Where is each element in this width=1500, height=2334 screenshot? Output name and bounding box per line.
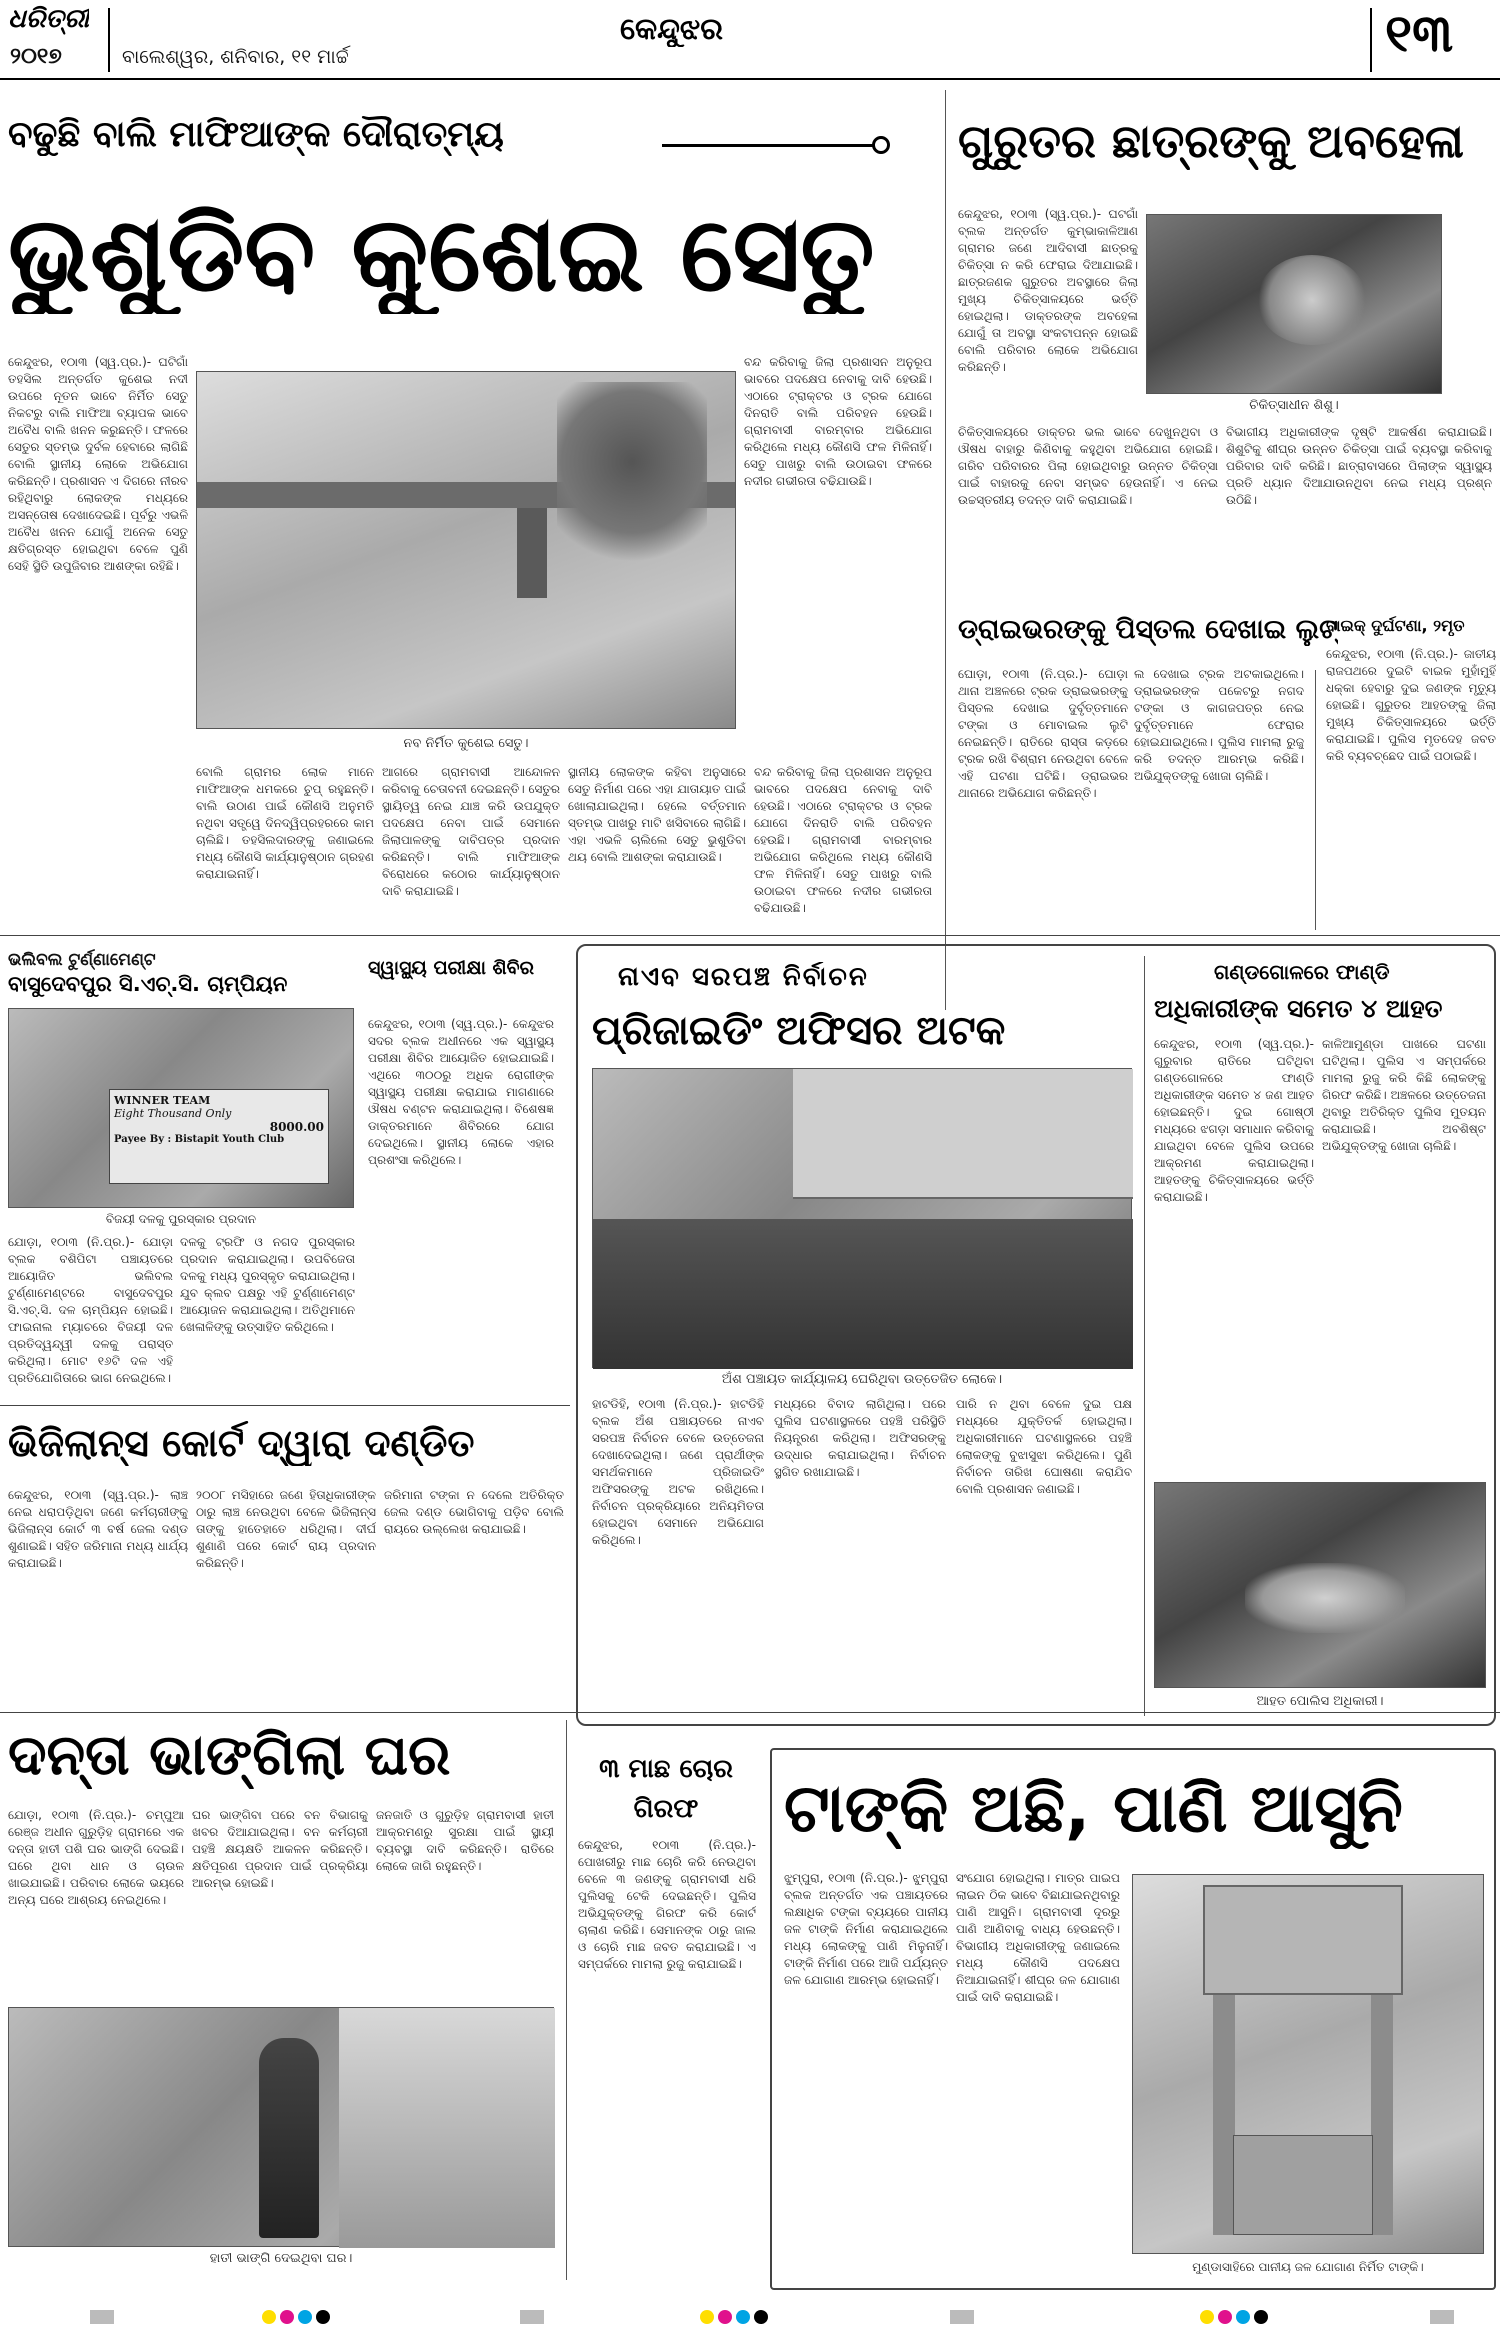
story-column: ଜରିମାନା ଟଙ୍କା ନ ଦେଲେ ଅତିରିକ୍ତ ଜେଲ ଦଣ୍ଡ ଭୋଗିବାକୁ ପଡ଼ିବ ବୋଲି ରାୟରେ ଉଲ୍ଲେଖ କରାଯାଇଛି। — [384, 1488, 564, 1536]
water-tank — [1203, 1885, 1403, 1995]
volleyball-caption: ବିଜୟୀ ଦଳକୁ ପୁରସ୍କାର ପ୍ରଦାନ — [105, 1212, 257, 1226]
story-accident — [1320, 544, 1500, 934]
story-kicker: ନାଏବ ସରପଞ୍ଚ ନିର୍ବାଚନ — [618, 962, 869, 992]
tank-pillar-left — [1213, 1995, 1235, 2235]
story-column: ଜନଜାତି ଓ ଗୁରୁଡ଼ିହ ଗ୍ରାମବାସୀ ହାତୀ ଆକ୍ରମଣରୁ ସୁରକ୍ଷା ପାଇଁ ସ୍ଥାୟୀ ବ୍ୟବସ୍ଥା ଦାବି କରିଛନ୍ତି। ରାତିରେ ଲୋକେ ଜାଗି ରହୁଛନ୍ତି। — [376, 1808, 554, 1873]
registration-dot-black — [754, 2310, 768, 2324]
story-column: ଘୋଡ଼ା, ୧୦ା୩ (ନି.ପ୍ର.)- ଘୋଡ଼ା ଥାନା ଅଞ୍ଚଳରେ ଟ୍ରକ ଡ୍ରାଇଭରଙ୍କୁ ପିସ୍ତଲ ଦେଖାଇ ଦୁର୍ବୃତ୍ତମାନେ ଟଙ୍କା ଓ ମୋବାଇଲ ଲୁଟି ନେଇଛନ୍ତି। ରାତିରେ ରାସ୍ତା କଡ଼ରେ ଟ୍ରକ ରଖି ବିଶ୍ରାମ ନେଉଥିବା ବେଳେ ଏହି ଘଟଣା ଘଟିଛି। ଡ୍ରାଇଭର ଥାନାରେ ଅଭିଯୋଗ କରିଛନ୍ତି। — [958, 667, 1128, 800]
bridge-caption: ନବ ନିର୍ମିତ କୁଶେଇ ସେତୁ। — [403, 736, 529, 751]
story-column: ପାରି ନ ଥିବା ବେଳେ ଦୁଇ ପକ୍ଷ ମଧ୍ୟରେ ଯୁକ୍ତିତର୍କ ହୋଇଥିଲା। ଅଧିକାରୀମାନେ ଘଟଣାସ୍ଥଳରେ ପହଞ୍ଚି ଲୋକଙ୍କୁ ବୁଝାସୁଝା କରିଥିଲେ। ପୁଣି ନିର୍ବାଚନ ତାରିଖ ଘୋଷଣା କରାଯିବ ବୋଲି ପ୍ରଶାସନ ଜଣାଇଛି। — [956, 1397, 1132, 1496]
clash-caption: ଆହତ ପୋଲିସ ଅଧିକାରୀ। — [1256, 1694, 1384, 1709]
election-box — [576, 944, 1496, 1726]
story-column: ବନ୍ଦ କରିବାକୁ ଜିଲା ପ୍ରଶାସନ ଅନୁରୂପ ଭାବରେ ପଦକ୍ଷେପ ନେବାକୁ ଦାବି ହେଉଛି। ଏଠାରେ ଟ୍ରାକ୍ଟର ଓ ଟ୍ରକ ଯୋଗେ ଦିନରାତି ବାଲି ପରିବହନ ହେଉଛି। ଗ୍ରାମବାସୀ ବାରମ୍ବାର ଅଭିଯୋଗ କରିଥିଲେ ମଧ୍ୟ କୌଣସି ଫଳ ମିଳିନାହିଁ। ସେତୁ ପାଖରୁ ବାଲି ଉଠାଇବା ଫଳରେ ନଦୀର ଗଭୀରତା ବଢିଯାଉଛି। — [754, 765, 932, 915]
registration-dot-cyan — [298, 2310, 312, 2324]
story-headline: ଟାଙ୍କି ଅଛି, ପାଣି ଆସୁନି — [784, 1770, 1403, 1847]
registration-bar — [1430, 2310, 1454, 2324]
section-rule — [0, 935, 1500, 936]
registration-dot-magenta — [280, 2310, 294, 2324]
clash-photo — [1154, 1482, 1486, 1688]
story-kicker: ବଢୁଛି ବାଲି ମାଫିଆଙ୍କ ଦୌରାତ୍ମ୍ୟ — [8, 114, 504, 155]
column-divider — [1315, 670, 1316, 930]
story-column: ଲ ଦେଖାଇ ଟ୍ରକ ଅଟକାଇଥିଲେ। ଡ୍ରାଇଭରଙ୍କ ପକେଟରୁ ନଗଦ ଟଙ୍କା ଓ କାଗଜପତ୍ର ନେଇ ଦୁର୍ବୃତ୍ତମାନେ ଫେରାର ହୋଇଯାଇଥିଲେ। ପୁଲିସ ମାମଲା ରୁଜୁ କରି ତଦନ୍ତ ଆରମ୍ଭ କରିଛି। ଅଭିଯୁକ୍ତଙ୍କୁ ଖୋଜା ଚାଲିଛି। — [1134, 667, 1304, 783]
page-number: ୧୩ — [1385, 4, 1453, 64]
election-photo — [592, 1068, 1132, 1368]
story-headline: ସ୍ୱାସ୍ଥ୍ୟ ପରୀକ୍ଷା ଶିବିର — [368, 957, 535, 979]
story-column: ବନ୍ଦ କରିବାକୁ ଜିଲା ପ୍ରଶାସନ ଅନୁରୂପ ଭାବରେ ପଦକ୍ଷେପ ନେବାକୁ ଦାବି ହେଉଛି। ଏଠାରେ ଟ୍ରାକ୍ଟର ଓ ଟ୍ରକ ଯୋଗେ ଦିନରାତି ବାଲି ପରିବହନ ହେଉଛି। ଗ୍ରାମବାସୀ ବାରମ୍ବାର ଅଭିଯୋଗ କରିଥିଲେ ମଧ୍ୟ କୌଣସି ଫଳ ମିଳିନାହିଁ। ସେତୁ ପାଖରୁ ବାଲି ଉଠାଇବା ଫଳରେ ନଦୀର ଗଭୀରତା ବଢିଯାଉଛି। — [744, 355, 932, 488]
story-column: ୨୦୦୮ ମସିହାରେ ଜଣେ ହିତାଧିକାରୀଙ୍କ ଠାରୁ ଲାଞ୍ଚ ନେଉଥିବା ବେଳେ ଭିଜିଲାନ୍ସ ତାଙ୍କୁ ହାତେହାତେ ଧରିଥିଲା। ଦୀର୍ଘ ଶୁଣାଣି ପରେ କୋର୍ଟ ରାୟ ପ୍ରଦାନ କରିଛନ୍ତି। — [196, 1488, 376, 1570]
registration-dot-cyan — [1236, 2310, 1250, 2324]
registration-dot-magenta — [1218, 2310, 1232, 2324]
registration-dot-yellow — [1200, 2310, 1214, 2324]
story-volleyball — [0, 940, 362, 1405]
story-column: କେନ୍ଦୁଝର, ୧୦ା୩ (ସ୍ୱ.ପ୍ର.)- ଗୁରୁବାର ରାତିରେ ଘଟିଥିବା ଗଣ୍ଡଗୋଳରେ ଫାଣ୍ଡି ଅଧିକାରୀଙ୍କ ସମେତ ୪ ଜଣ ଆହତ ହୋଇଛନ୍ତି। ଦୁଇ ଗୋଷ୍ଠୀ ମଧ୍ୟରେ ଝଗଡ଼ା ସମାଧାନ କରିବାକୁ ଯାଇଥିବା ବେଳେ ପୁଲିସ ଉପରେ ଆକ୍ରମଣ କରାଯାଇଥିଲା। ଆହତଙ୍କୁ ଚିକିତ୍ସାଳୟରେ ଭର୍ତ୍ତି କରାଯାଇଛି। — [1154, 1037, 1314, 1204]
story-column: କେନ୍ଦୁଝର, ୧୦ା୩ (ସ୍ୱ.ପ୍ର.)- ଲାଞ୍ଚ ନେଇ ଧରାପଡ଼ିଥିବା ଜଣେ କର୍ମଚାରୀଙ୍କୁ ଭିଜିଲାନ୍ସ କୋର୍ଟ ୩ ବର୍ଷ ଜେଲ ଦଣ୍ଡ ଶୁଣାଇଛି। ସହିତ ଜରିମାନା ମଧ୍ୟ ଧାର୍ଯ୍ୟ କରାଯାଇଛି। — [8, 1488, 188, 1570]
kicker-rule — [662, 144, 874, 147]
tank-photo — [1132, 1874, 1484, 2254]
office-building — [793, 1069, 1133, 1199]
story-headline: ଅଧିକାରୀଙ୍କ ସମେତ ୪ ଆହତ — [1154, 994, 1443, 1023]
column-divider — [945, 90, 946, 1010]
tree — [557, 382, 707, 582]
story-headline: ବାସୁଦେବପୁର ସି.ଏଚ୍.ସି. ଚାମ୍ପିୟନ — [8, 972, 288, 996]
story-column: ହାଟଡିହି, ୧୦ା୩ (ନି.ପ୍ର.)- ହାଟଡିହି ବ୍ଲକ ଅଁଶ ପଞ୍ଚାୟତରେ ନାଏବ ସରପଞ୍ଚ ନିର୍ବାଚନ ବେଳେ ଉତ୍ତେଜନା ଦେଖାଦେଇଥିଲା। ଜଣେ ପ୍ରାର୍ଥୀଙ୍କ ସମର୍ଥକମାନେ ପ୍ରିଜାଇଡିଂ ଅଫିସରଙ୍କୁ ଅଟକ ରଖିଥିଲେ। ନିର୍ବାଚନ ପ୍ରକ୍ରିୟାରେ ଅନିୟମିତତା ହୋଇଥିବା ସେମାନେ ଅଭିଯୋଗ କରିଥିଲେ। — [592, 1397, 764, 1547]
box-divider — [1144, 956, 1145, 1716]
registration-dot-black — [316, 2310, 330, 2324]
story-kicker: ଭଲିବଲ ଟୁର୍ଣ୍ଣାମେଣ୍ଟ — [8, 950, 156, 970]
story-column: ସ୍ଥାନୀୟ ଲୋକଙ୍କ କହିବା ଅନୁସାରେ ସେତୁ ନିର୍ମାଣ ପରେ ଏହା ଯାତାୟାତ ପାଇଁ ଖୋଲାଯାଇଥିଲା। ହେଲେ ବର୍ତ୍ତମାନ ସ୍ତମ୍ଭ ପାଖରୁ ମାଟି ଖସିବାରେ ଲାଗିଛି। ଏହା ଏଭଳି ଚାଲିଲେ ସେତୁ ଭୁଶୁଡିବା ଥୟ ବୋଲି ଆଶଙ୍କା କରାଯାଉଛି। — [568, 765, 746, 864]
registration-dot-yellow — [700, 2310, 714, 2324]
story-column: ଆଗରେ ଗ୍ରାମବାସୀ ଆନ୍ଦୋଳନ କରିବାକୁ ଚେତାବନୀ ଦେଇଛନ୍ତି। ସେତୁର ସ୍ଥାୟିତ୍ୱ ନେଇ ଯାଞ୍ଚ କରି ଉପଯୁକ୍ତ ପଦକ୍ଷେପ ନେବା ପାଇଁ ସେମାନେ ଜିଲାପାଳଙ୍କୁ ଦାବିପତ୍ର ପ୍ରଦାନ କରିଛନ୍ତି। ବାଲି ମାଫିଆଙ୍କ ବିରୋଧରେ କଠୋର କାର୍ଯ୍ୟାନୁଷ୍ଠାନ ଦାବି କରାଯାଇଛି। — [382, 765, 560, 898]
masthead-divider-right — [1370, 8, 1372, 72]
story-headline: ୩ ମାଛ ଚୋର ଗିରଫ — [599, 1754, 733, 1824]
story-house — [0, 1715, 562, 2285]
story-headline: ଡ୍ରାଇଭରଙ୍କୁ ପିସ୍ତଲ ଦେଖାଇ ଲୁଟ୍ — [958, 614, 1338, 645]
man-figure — [259, 2038, 319, 2238]
story-column: ଘର ଭାଙ୍ଗିବା ପରେ ବନ ବିଭାଗକୁ ଖବର ଦିଆଯାଇଥିଲା। ବନ କର୍ମଚାରୀ ପହଞ୍ଚି କ୍ଷୟକ୍ଷତି ଆକଳନ କରିଛନ୍ତି। କ୍ଷତିପୂରଣ ପ୍ରଦାନ ପାଇଁ ପ୍ରକ୍ରିୟା ଆରମ୍ଭ ହୋଇଛି। — [192, 1808, 368, 1890]
masthead-rule — [0, 78, 1500, 80]
election-caption: ଅଁଶ ପଞ୍ଚାୟତ କାର୍ଯ୍ୟାଳୟ ଘେରିଥିବା ଉତ୍ତେଜିତ ଲୋକେ। — [721, 1372, 1003, 1387]
column-divider — [566, 1720, 567, 2280]
cheque-amount-figure: 8000.00 — [269, 1120, 324, 1134]
tank-room — [1233, 2135, 1373, 2235]
bridge-pillar — [517, 508, 547, 598]
registration-bar — [520, 2310, 544, 2324]
registration-bar — [950, 2310, 974, 2324]
story-column: ଯୋଡ଼ା, ୧୦ା୩ (ନି.ପ୍ର.)- ଚମ୍ପୁଆ ରେଞ୍ଜ ଅଧୀନ ଗୁରୁଡ଼ିହ ଗ୍ରାମରେ ଏକ ଦନ୍ତା ହାତୀ ପଶି ଘର ଭାଙ୍ଗି ଦେଇଛି। ଘରେ ଥିବା ଧାନ ଓ ଚାଉଳ ଖାଇଯାଇଛି। ପରିବାର ଲୋକେ ଭୟରେ ଅନ୍ୟ ଘରେ ଆଶ୍ରୟ ନେଇଥିଲେ। — [8, 1808, 184, 1907]
story-column: କେନ୍ଦୁଝର, ୧୦ା୩ (ସ୍ୱ.ପ୍ର.)- କେନ୍ଦୁଝର ସଦର ବ୍ଲକ ଅଧୀନରେ ଏକ ସ୍ୱାସ୍ଥ୍ୟ ପରୀକ୍ଷା ଶିବିର ଆୟୋଜିତ ହୋଇଯାଇଛି। ଏଥିରେ ୩୦୦ରୁ ଅଧିକ ରୋଗୀଙ୍କ ସ୍ୱାସ୍ଥ୍ୟ ପରୀକ୍ଷା କରାଯାଇ ମାଗଣାରେ ଔଷଧ ବଣ୍ଟନ କରାଯାଇଥିଲା। ବିଶେଷଜ୍ଞ ଡାକ୍ତରମାନେ ଶିବିରରେ ଯୋଗ ଦେଇଥିଲେ। ସ୍ଥାନୀୟ ଲୋକେ ଏହାର ପ୍ରଶଂସା କରିଥିଲେ। — [368, 1017, 554, 1167]
story-column: କେନ୍ଦୁଝର, ୧୦ା୩ (ସ୍ୱ.ପ୍ର.)- ଘଟିଗାଁ ତହସିଲ ଅନ୍ତର୍ଗତ କୁଶେଇ ନଦୀ ଉପରେ ନୂତନ ଭାବେ ନିର୍ମିତ ସେତୁ ନିକଟରୁ ବାଲି ମାଫିଆ ବ୍ୟାପକ ଭାବେ ଅବୈଧ ବାଲି ଖନନ କରୁଛନ୍ତି। ଫଳରେ ସେତୁର ସ୍ତମ୍ଭ ଦୁର୍ବଳ ହେବାରେ ଲାଗିଛି ବୋଲି ସ୍ଥାନୀୟ ଲୋକେ ଅଭିଯୋଗ କରିଛନ୍ତି। ପ୍ରଶାସନ ଏ ଦିଗରେ ନୀରବ ରହିଥିବାରୁ ଲୋକଙ୍କ ମଧ୍ୟରେ ଅସନ୍ତୋଷ ଦେଖାଦେଇଛି। ପୂର୍ବରୁ ଏଭଳି ଅବୈଧ ଖନନ ଯୋଗୁଁ ଅନେକ ସେତୁ କ୍ଷତିଗ୍ରସ୍ତ ହୋଇଥିବା ବେଳେ ପୁଣି ସେହି ସ୍ଥିତି ଉପୁଜିବାର ଆଶଙ୍କା ରହିଛି। — [8, 355, 188, 573]
story-headline: ଭିଜିଲାନ୍ସ କୋର୍ଟ ଦ୍ୱାରା ଦଣ୍ଡିତ — [8, 1421, 475, 1465]
bridge-photo — [196, 371, 736, 729]
story-column: କାଳିଆମୁଣ୍ଡା ପାଖରେ ଘଟଣା ଘଟିଥିଲା। ପୁଲିସ ଏ ସମ୍ପର୍କରେ ମାମଲା ରୁଜୁ କରି କିଛି ଲୋକଙ୍କୁ ଗିରଫ କରିଛି। ଅଞ୍ଚଳରେ ଉତ୍ତେଜନା ଥିବାରୁ ଅତିରିକ୍ତ ପୁଲିସ ମୁତୟନ କରାଯାଇଛି। ଅବଶିଷ୍ଟ ଅଭିଯୁକ୍ତଙ୍କୁ ଖୋଜା ଚାଲିଛି। — [1322, 1037, 1486, 1153]
story-column: ମଧ୍ୟରେ ବିବାଦ ଲାଗିଥିଲା। ପରେ ପୁଲିସ ଘଟଣାସ୍ଥଳରେ ପହଞ୍ଚି ପରିସ୍ଥିତି ନିୟନ୍ତ୍ରଣ କରିଥିଲା। ଅଫିସରଙ୍କୁ ଉଦ୍ଧାର କରାଯାଇଥିଲା। ନିର୍ବାଚନ ସ୍ଥଗିତ ରଖାଯାଇଛି। — [774, 1397, 946, 1479]
section-rule — [0, 1712, 1500, 1713]
crowd — [593, 1219, 1133, 1369]
story-column: ସଂଯୋଗ ହୋଇଥିଲା। ମାତ୍ର ପାଇପ ଲାଇନ ଠିକ ଭାବେ ବିଛାଯାଇନଥିବାରୁ ପାଣି ଆସୁନି। ଗ୍ରାମବାସୀ ଦୂରରୁ ପାଣି ଆଣିବାକୁ ବାଧ୍ୟ ହେଉଛନ୍ତି। ବିଭାଗୀୟ ଅଧିକାରୀଙ୍କୁ ଜଣାଇଲେ ମଧ୍ୟ କୌଣସି ପଦକ୍ଷେପ ନିଆଯାଇନାହିଁ। ଶୀଘ୍ର ଜଳ ଯୋଗାଣ ପାଇଁ ଦାବି କରାଯାଇଛି। — [956, 1871, 1120, 2004]
section-rule — [0, 1405, 570, 1406]
story-column: ବିଭାଗୀୟ ଅଧିକାରୀଙ୍କ ଦୃଷ୍ଟି ଆକର୍ଷଣ କରାଯାଇଛି। ଶିଶୁଟିକୁ ଶୀଘ୍ର ଉନ୍ନତ ଚିକିତ୍ସା ପାଇଁ ବ୍ୟବସ୍ଥା କରିବାକୁ ପରିବାର ଦାବି କରିଛି। ଛାତ୍ରାବାସରେ ପିଲାଙ୍କ ସ୍ୱାସ୍ଥ୍ୟ ପ୍ରତି ଧ୍ୟାନ ଦିଆଯାଉନଥିବା ନେଇ ମଧ୍ୟ ପ୍ରଶ୍ନ ଉଠିଛି। — [1226, 425, 1492, 507]
tank-caption: ମୁଣ୍ଡାସାହିରେ ପାନୀୟ ଜଳ ଯୋଗାଣ ନିର୍ମିତ ଟାଙ୍କି। — [1192, 2260, 1424, 2274]
tank-pillar-right — [1371, 1995, 1393, 2235]
registration-bar — [90, 2310, 114, 2324]
cheque-amount-words: Eight Thousand Only — [114, 1107, 232, 1120]
house-caption: ହାତୀ ଭାଙ୍ଗି ଦେଇଥିବା ଘର। — [209, 2251, 353, 2266]
masthead-divider — [108, 8, 110, 72]
story-headline: ପ୍ରିଜାଇଡିଂ ଅଫିସର ଅଟକ — [592, 1008, 1006, 1054]
story-column: ବୋଲି ଗ୍ରାମର ଲୋକ ମାନେ ମାଫିଆଙ୍କ ଧମକରେ ଚୁପ୍ ରହୁଛନ୍ତି। ବାଲି ଉଠାଣ ପାଇଁ କୌଣସି ଅନୁମତି ନଥିବା ସତ୍ତ୍ୱେ ଦିନଦ୍ୱିପ୍ରହରରେ କାମ ଚାଲିଛି। ତହସିଲଦାରଙ୍କୁ ଜଣାଇଲେ ମଧ୍ୟ କୌଣସି କାର୍ଯ୍ୟାନୁଷ୍ଠାନ ଗ୍ରହଣ କରାଯାଇନାହିଁ। — [196, 765, 374, 881]
story-headline: ଗୁରୁତର ଛାତ୍ରଙ୍କୁ ଅବହେଳା — [958, 114, 1464, 168]
cheque-team: WINNER TEAM — [114, 1094, 211, 1107]
story-bridge — [0, 84, 940, 1014]
injured-officer — [1245, 1563, 1405, 1633]
registration-dot-black — [1254, 2310, 1268, 2324]
story-column: ଯୋଡ଼ା, ୧୦ା୩ (ନି.ପ୍ର.)- ଯୋଡ଼ା ବ୍ଲକ ବଶିପିଟା ପଞ୍ଚାୟତରେ ଆୟୋଜିତ ଭଲିବଲ ଟୁର୍ଣ୍ଣାମେଣ୍ଟରେ ବାସୁଦେବପୁର ସି.ଏଚ୍.ସି. ଦଳ ଚାମ୍ପିୟନ ହୋଇଛି। ଫାଇନାଲ ମ୍ୟାଚରେ ବିଜୟୀ ଦଳ ପ୍ରତିଦ୍ୱନ୍ଦ୍ୱୀ ଦଳକୁ ପରାସ୍ତ କରିଥିଲା। ମୋଟ ୧୬ଟି ଦଳ ଏହି ପ୍ରତିଯୋଗିତାରେ ଭାଗ ନେଇଥିଲେ। — [8, 1235, 173, 1385]
story-headline: ବାଇକ୍ ଦୁର୍ଘଟଣା, ୨ମୃତ — [1326, 616, 1465, 635]
tank-box — [770, 1748, 1496, 2290]
story-health — [362, 940, 562, 1405]
kicker-dot — [872, 136, 890, 154]
child-figure — [1257, 255, 1367, 345]
story-column: ଦଳକୁ ଟ୍ରଫି ଓ ନଗଦ ପୁରସ୍କାର ପ୍ରଦାନ କରାଯାଇଥିଲା। ଉପବିଜେତା ଦଳକୁ ମଧ୍ୟ ପୁରସ୍କୃତ କରାଯାଇଥିଲା। ଯୁବ କ୍ଲବ ପକ୍ଷରୁ ଏହି ଟୁର୍ଣ୍ଣାମେଣ୍ଟ ଆୟୋଜନ କରାଯାଇଥିଲା। ଅତିଥିମାନେ ଖେଳାଳିଙ୍କୁ ଉତ୍ସାହିତ କରିଥିଲେ। — [180, 1235, 355, 1334]
story-vigilance — [0, 1405, 570, 1710]
house-photo — [8, 2007, 554, 2247]
story-headline: ଦନ୍ତା ଭାଙ୍ଗିଲା ଘର — [8, 1723, 451, 1788]
masthead-dateline: ବାଲେଶ୍ୱର, ଶନିବାର, ୧୧ ମାର୍ଚ୍ଚ — [122, 46, 349, 68]
child-caption: ଚିକିତ୍ସାଧୀନ ଶିଶୁ। — [1249, 398, 1339, 413]
registration-dot-yellow — [262, 2310, 276, 2324]
masthead-section: କେନ୍ଦୁଝର — [620, 12, 723, 47]
story-student — [950, 84, 1500, 544]
registration-dot-cyan — [736, 2310, 750, 2324]
story-column: କେନ୍ଦୁଝର, ୧୦ା୩ (ନି.ପ୍ର.)- ଜାତୀୟ ରାଜପଥରେ ଦୁଇଟି ବାଇକ ମୁହାଁମୁହିଁ ଧକ୍କା ହେବାରୁ ଦୁଇ ଜଣଙ୍କ ମୃତ୍ୟୁ ହୋଇଛି। ଗୁରୁତର ଆହତଙ୍କୁ ଜିଲା ମୁଖ୍ୟ ଚିକିତ୍ସାଳୟରେ ଭର୍ତ୍ତି କରାଯାଇଛି। ପୁଲିସ ମୃତଦେହ ଜବତ କରି ବ୍ୟବଚ୍ଛେଦ ପାଇଁ ପଠାଇଛି। — [1326, 647, 1496, 763]
child-photo — [1146, 214, 1442, 394]
masthead-year: ୨୦୧୭ — [10, 44, 62, 69]
house-wall — [339, 2008, 555, 2248]
story-column: ଝୁମ୍ପୁରା, ୧୦ା୩ (ନି.ପ୍ର.)- ଝୁମ୍ପୁରା ବ୍ଲକ ଅନ୍ତର୍ଗତ ଏକ ପଞ୍ଚାୟତରେ ଲକ୍ଷାଧିକ ଟଙ୍କା ବ୍ୟୟରେ ପାନୀୟ ଜଳ ଟାଙ୍କି ନିର୍ମାଣ କରାଯାଇଥିଲେ ମଧ୍ୟ ଲୋକଙ୍କୁ ପାଣି ମିଳୁନାହିଁ। ଟାଙ୍କି ନିର୍ମାଣ ପରେ ଆଜି ପର୍ଯ୍ୟନ୍ତ ଜଳ ଯୋଗାଣ ଆରମ୍ଭ ହୋଇନାହିଁ। — [784, 1871, 948, 1987]
cheque — [109, 1089, 329, 1184]
story-kicker: ଗଣ୍ଡଗୋଳରେ ଫାଣ୍ଡି — [1214, 960, 1390, 984]
story-column: କେନ୍ଦୁଝର, ୧୦ା୩ (ନି.ପ୍ର.)- ପୋଖରୀରୁ ମାଛ ଚୋରି କରି ନେଉଥିବା ବେଳେ ୩ ଜଣଙ୍କୁ ଗ୍ରାମବାସୀ ଧରି ପୁଲିସକୁ ଟେକି ଦେଇଛନ୍ତି। ପୁଲିସ ଅଭିଯୁକ୍ତଙ୍କୁ ଗିରଫ କରି କୋର୍ଟ ଚାଲାଣ କରିଛି। ସେମାନଙ୍କ ଠାରୁ ଜାଲ ଓ ଚୋରି ମାଛ ଜବତ କରାଯାଇଛି। ଏ ସମ୍ପର୍କରେ ମାମଲା ରୁଜୁ କରାଯାଇଛି। — [578, 1838, 756, 1971]
masthead-logo: ଧରିତ୍ରୀ — [8, 4, 90, 34]
story-fish — [570, 1715, 765, 2285]
cheque-payee: Payee By : Bistapit Youth Club — [114, 1134, 285, 1145]
print-marks — [0, 2300, 1500, 2334]
story-column: କେନ୍ଦୁଝର, ୧୦ା୩ (ସ୍ୱ.ପ୍ର.)- ଘଟଗାଁ ବ୍ଲକ ଅନ୍ତର୍ଗତ କୁମ୍ଭାକାଳିଆଣ ଗ୍ରାମର ଜଣେ ଆଦିବାସୀ ଛାତ୍ରକୁ ଚିକିତ୍ସା ନ କରି ଫେରାଇ ଦିଆଯାଇଛି। ଛାତ୍ରଜଣକ ଗୁରୁତର ଅବସ୍ଥାରେ ଜିଲା ମୁଖ୍ୟ ଚିକିତ୍ସାଳୟରେ ଭର୍ତ୍ତି ହୋଇଥିଲା। ଡାକ୍ତରଙ୍କ ଅବହେଳା ଯୋଗୁଁ ତା ଅବସ୍ଥା ସଂକଟାପନ୍ନ ହୋଇଛି ବୋଲି ପରିବାର ଲୋକେ ଅଭିଯୋଗ କରିଛନ୍ତି। — [958, 207, 1138, 374]
registration-dot-magenta — [718, 2310, 732, 2324]
volleyball-photo — [8, 1008, 354, 1208]
story-headline: ଭୁଶୁଡିବ କୁଶେଇ ସେତୁ — [8, 194, 875, 314]
masthead — [0, 0, 1500, 80]
story-column: ଚିକିତ୍ସାଳୟରେ ଡାକ୍ତର ଭଲ ଭାବେ ଦେଖୁନଥିବା ଓ ଔଷଧ ବାହାରୁ କିଣିବାକୁ କହୁଥିବା ଅଭିଯୋଗ ହୋଇଛି। ଗରିବ ପରିବାରର ପିଲା ହୋଇଥିବାରୁ ଉନ୍ନତ ଚିକିତ୍ସା ପାଇଁ ବାହାରକୁ ନେବା ସମ୍ଭବ ହେଉନାହିଁ। ଏ ନେଇ ଉଚ୍ଚସ୍ତରୀୟ ତଦନ୍ତ ଦାବି କରାଯାଇଛି। — [958, 425, 1218, 507]
